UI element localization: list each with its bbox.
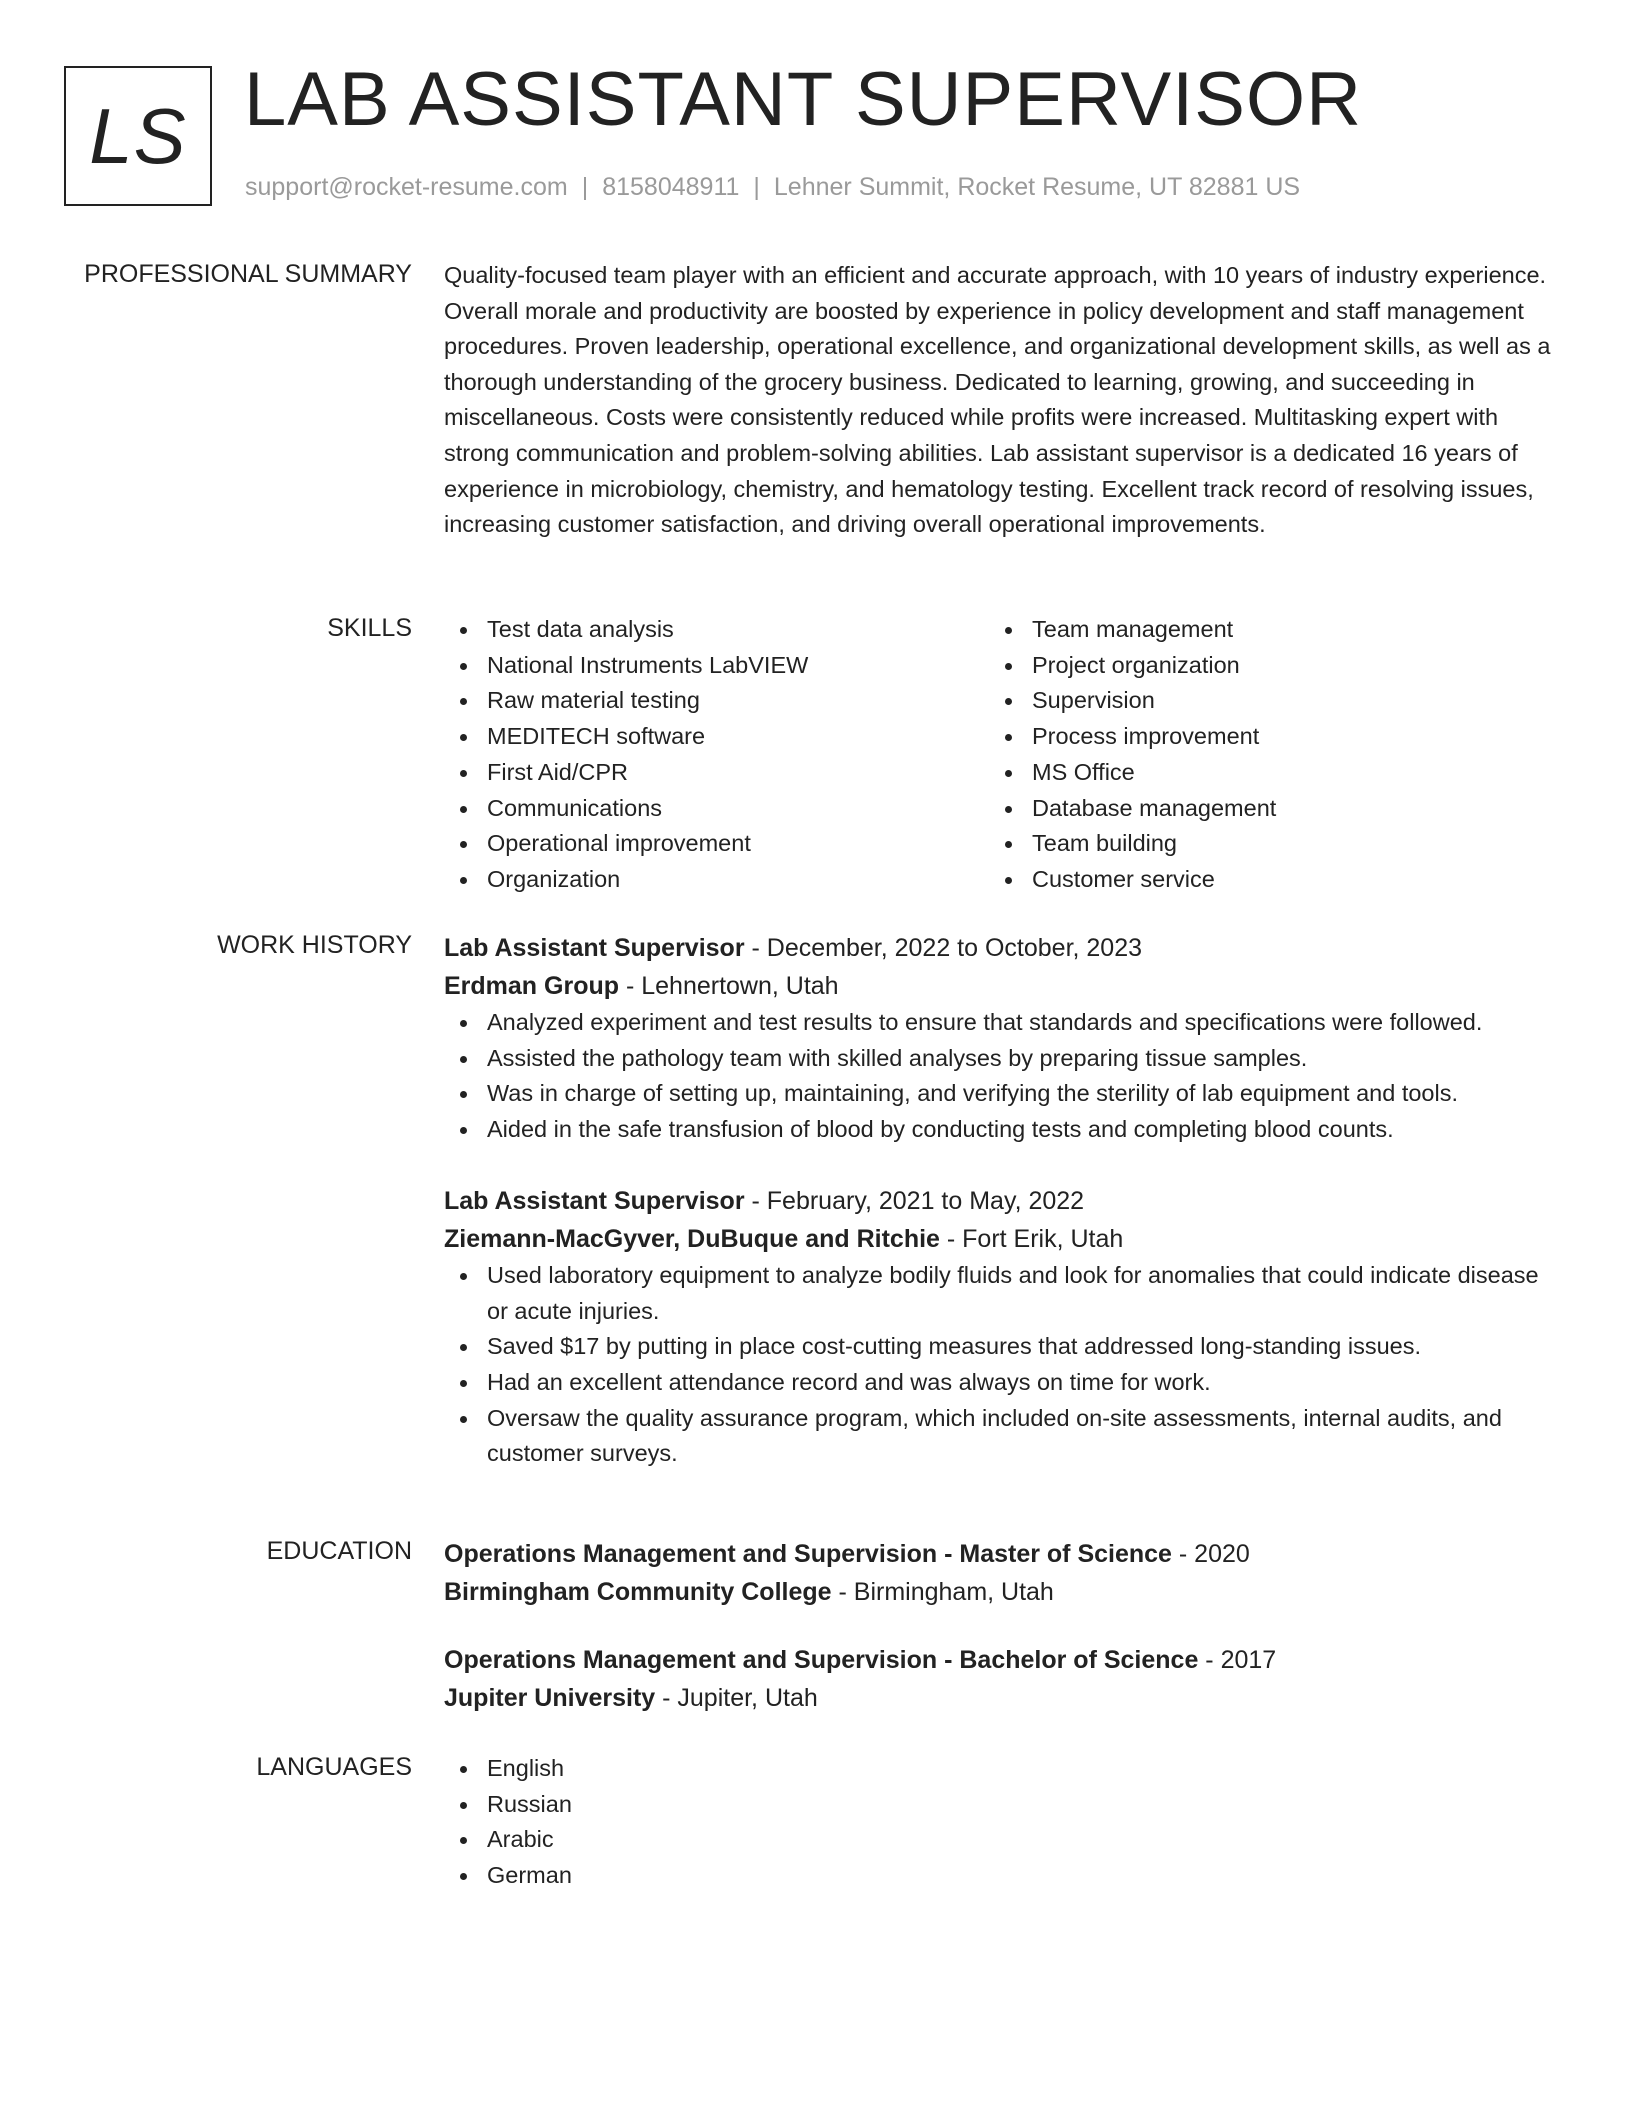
- contact-phone: 8158048911: [602, 173, 740, 201]
- job-entry: [444, 1182, 1564, 1472]
- job-bullet: Used laboratory equipment to analyze bodily fluids and look for anomalies that could indicate disease or acute injuries.: [444, 1258, 1564, 1329]
- section-label-skills: SKILLS: [327, 614, 412, 642]
- language-item: Russian: [444, 1787, 1564, 1823]
- language-item: English: [444, 1751, 1564, 1787]
- summary-body: [444, 258, 1564, 543]
- work-history-body: [444, 929, 1564, 1472]
- summary-text: Quality-focused team player with an efficient and accurate approach, with 10 years of industry experience. Overall morale and productivity are boosted by experience in policy development and staff management procedures. Proven leadership, operational excellence, and organizational development skills, as well as a thorough understanding of the grocery business. Dedicated to learning, growing, and succeeding in miscellaneous. Costs were consistently reduced while profits were increased. Multitasking expert with strong communication and problem-solving abilities. Lab assistant supervisor is a dedicated 16 years of experience in microbiology, chemistry, and hematology testing. Excellent track record of resolving issues, increasing customer satisfaction, and driving overall operational improvements.: [444, 262, 1551, 538]
- skill-item: Communications: [444, 791, 989, 827]
- degree-year: - 2017: [1198, 1646, 1277, 1674]
- skill-item: MEDITECH software: [444, 719, 989, 755]
- degree-line: [444, 1535, 1564, 1573]
- degree-year: - 2020: [1171, 1540, 1250, 1568]
- job-company: Ziemann-MacGyver, DuBuque and Ritchie: [444, 1224, 940, 1253]
- job-bullet: Saved $17 by putting in place cost-cutting measures that addressed long-standing issues.: [444, 1329, 1564, 1365]
- contact-separator: |: [581, 173, 589, 201]
- contact-line: [245, 172, 1300, 202]
- skill-item: Process improvement: [989, 719, 1534, 755]
- job-bullet: Aided in the safe transfusion of blood by conducting tests and completing blood counts.: [444, 1112, 1564, 1148]
- job-bullet: Assisted the pathology team with skilled analyses by preparing tissue samples.: [444, 1041, 1564, 1077]
- language-item: Arabic: [444, 1822, 1564, 1858]
- skill-item: First Aid/CPR: [444, 755, 989, 791]
- job-company: Erdman Group: [444, 972, 620, 1000]
- education-entry: [444, 1535, 1564, 1611]
- job-location: - Fort Erik, Utah: [939, 1224, 1124, 1253]
- job-entry: [444, 929, 1564, 1148]
- school-line: [444, 1573, 1564, 1611]
- degree-name: Operations Management and Supervision - Master of Science: [444, 1540, 1172, 1568]
- school-location: - Jupiter, Utah: [655, 1684, 818, 1712]
- degree-name: Operations Management and Supervision - Bachelor of Science: [444, 1646, 1199, 1674]
- job-title: Lab Assistant Supervisor: [444, 934, 745, 962]
- job-bullet: Had an excellent attendance record and was always on time for work.: [444, 1365, 1564, 1401]
- skill-item: Database management: [989, 791, 1534, 827]
- skill-item: Test data analysis: [444, 612, 989, 648]
- skills-list-left: [444, 612, 989, 898]
- skill-item: National Instruments LabVIEW: [444, 648, 989, 684]
- job-company-line: [444, 1220, 1564, 1258]
- skills-list-right: [989, 612, 1534, 898]
- job-company-line: [444, 967, 1564, 1005]
- job-title-line: [444, 1182, 1564, 1220]
- skill-item: Raw material testing: [444, 683, 989, 719]
- monogram-initials: LS: [89, 92, 187, 180]
- section-label-languages: LANGUAGES: [256, 1753, 412, 1781]
- section-label-summary: PROFESSIONAL SUMMARY: [84, 260, 412, 288]
- school-location: - Birmingham, Utah: [831, 1578, 1054, 1606]
- contact-email: support@rocket-resume.com: [245, 173, 568, 201]
- skill-item: Supervision: [989, 683, 1534, 719]
- monogram-badge: [64, 66, 212, 206]
- languages-body: [444, 1751, 1564, 1894]
- job-bullets: [444, 1005, 1564, 1148]
- degree-line: [444, 1641, 1564, 1679]
- job-bullet: Analyzed experiment and test results to ensure that standards and specifications were followed.: [444, 1005, 1564, 1041]
- school-line: [444, 1679, 1564, 1717]
- languages-list: [444, 1751, 1564, 1894]
- skill-item: Customer service: [989, 862, 1534, 898]
- job-dates: - December, 2022 to October, 2023: [744, 934, 1143, 962]
- education-body: [444, 1535, 1564, 1717]
- job-bullet: Was in charge of setting up, maintaining, and verifying the sterility of lab equipment and tools.: [444, 1076, 1564, 1112]
- skill-item: Operational improvement: [444, 826, 989, 862]
- skill-item: Team management: [989, 612, 1534, 648]
- skill-item: MS Office: [989, 755, 1534, 791]
- section-label-education: EDUCATION: [266, 1537, 412, 1565]
- skill-item: Organization: [444, 862, 989, 898]
- skill-item: Team building: [989, 826, 1534, 862]
- school-name: Birmingham Community College: [444, 1578, 832, 1606]
- job-dates: - February, 2021 to May, 2022: [744, 1186, 1085, 1215]
- job-title-line: [444, 929, 1564, 967]
- education-entry: [444, 1641, 1564, 1717]
- job-bullet: Oversaw the quality assurance program, which included on-site assessments, internal audits, and customer surveys.: [444, 1401, 1564, 1472]
- contact-address: Lehner Summit, Rocket Resume, UT 82881 US: [773, 173, 1301, 201]
- job-bullets: [444, 1258, 1564, 1472]
- skill-item: Project organization: [989, 648, 1534, 684]
- contact-separator: |: [753, 173, 760, 201]
- school-name: Jupiter University: [444, 1684, 656, 1712]
- section-label-work-history: WORK HISTORY: [217, 931, 412, 959]
- language-item: German: [444, 1858, 1564, 1894]
- job-location: - Lehnertown, Utah: [619, 972, 839, 1000]
- job-title: Lab Assistant Supervisor: [444, 1186, 745, 1215]
- skills-body: [444, 612, 1564, 898]
- resume-title: LAB ASSISTANT SUPERVISOR: [244, 57, 1362, 142]
